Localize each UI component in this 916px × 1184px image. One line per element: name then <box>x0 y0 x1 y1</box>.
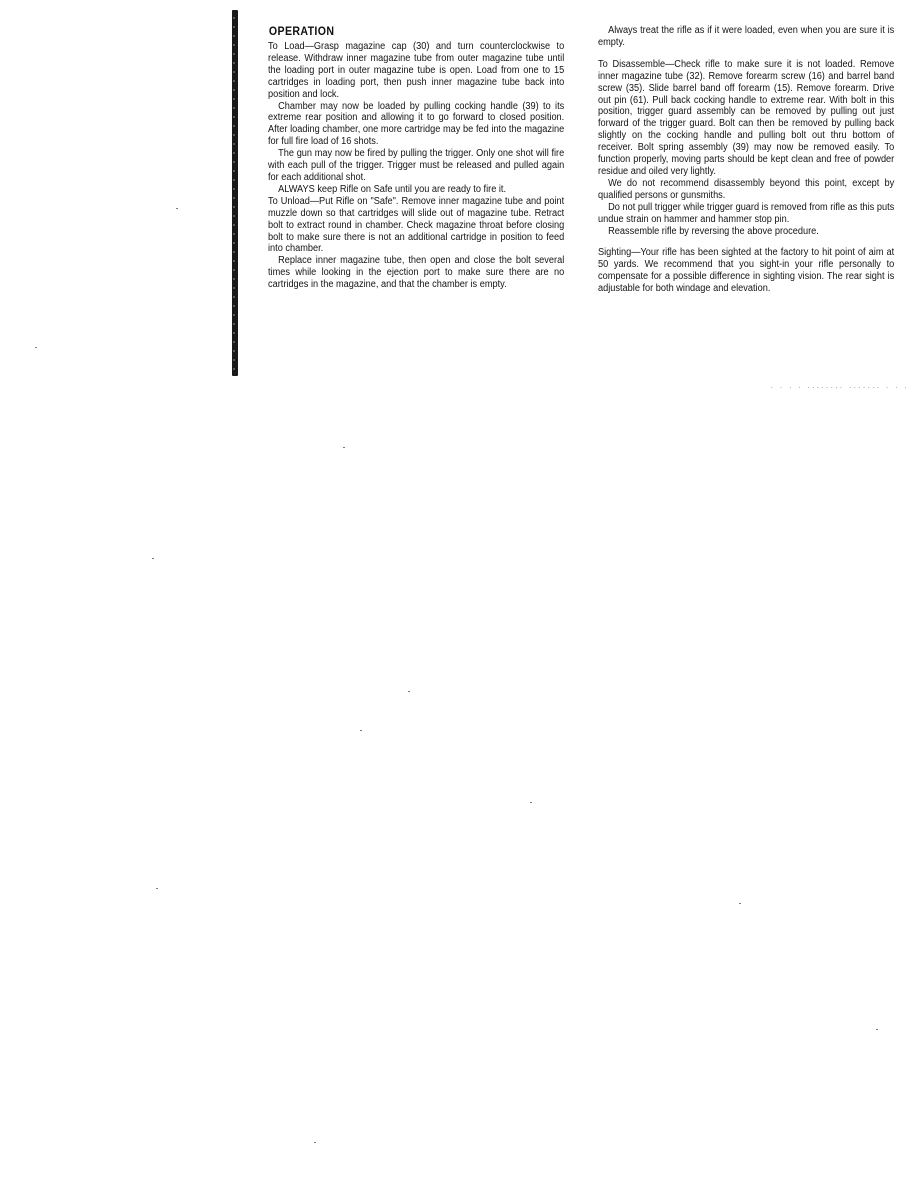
scan-dots: . . . . ........ ....... . . . <box>770 383 909 390</box>
scan-speck <box>739 903 741 904</box>
sighting-paragraph: Sighting—Your rifle has been sighted at the factory to hit point of aim at 50 yards. We recommend that you sight-in your rifle personally to compensate for a possible difference in sighting vision. The rear sight is adjustable for both windage and elevation. <box>598 247 895 295</box>
scan-speck <box>530 802 532 803</box>
binding-edge <box>232 10 238 376</box>
scan-speck <box>314 1142 316 1143</box>
operation-column <box>268 25 565 291</box>
reassemble-paragraph: Reassemble rifle by reversing the above procedure. <box>608 225 819 237</box>
scan-speck <box>360 730 362 731</box>
treat-warning: Always treat the rifle as if it were loaded, even when you are sure it is empty. <box>598 25 895 48</box>
maintenance-column-inner <box>598 25 894 295</box>
scan-speck <box>152 558 154 559</box>
scan-speck <box>343 447 345 448</box>
trigger-warning: Do not pull trigger while trigger guard is removed from rifle as this puts undue strain on hammer and hammer stop pin. <box>598 201 895 225</box>
safe-warning: ALWAYS keep Rifle on Safe until you are ready to fire it. <box>278 183 507 195</box>
operation-heading: OPERATION <box>268 26 335 38</box>
scan-speck <box>876 1029 878 1030</box>
recommend-paragraph: We do not recommend disassembly beyond this point, except by qualified persons or gunsmiths. <box>598 177 895 201</box>
replace-paragraph: Replace inner magazine tube, then open and close the bolt several times while looking in the ejection port to make sure there are no cartridges in the magazine, and that the chamber is empty. <box>268 255 565 291</box>
scan-speck <box>408 691 410 692</box>
disassemble-paragraph: To Disassemble—Check rifle to make sure it is not loaded. Remove inner magazine tube (32). Remove forearm screw (16) and barrel band screw (35). Slide barrel band off forearm (15). Remove forearm. Drive out pin (61). Pull back cocking handle to extreme rear. With bolt in this position, trigger guard assembly can be removed by pulling out just forward of the trigger guard. Bolt can then be removed by pulling back slightly on the cocking handle and pulling bolt out thru bottom of receiver. Bolt spring assembly (39) may now be removed easily. To function properly, moving parts should be kept clean and free of powder residue and oiled very lightly. <box>598 58 895 177</box>
unload-paragraph: To Unload—Put Rifle on "Safe". Remove inner magazine tube and point muzzle down so that cartridges will slide out of magazine tube. Retract bolt to extract round in chamber. Check magazine throat before closing bolt to make sure there is not an additional cartridge in position to feed into chamber. <box>268 195 565 255</box>
scan-speck <box>35 347 37 348</box>
maintenance-column <box>598 25 895 295</box>
fire-paragraph: The gun may now be fired by pulling the trigger. Only one shot will fire with each pull of the trigger. Trigger must be released and pulled again for each additional shot. <box>268 148 565 183</box>
chamber-paragraph: Chamber may now be loaded by pulling cocking handle (39) to its extreme rear position and allowing it to go forward to closed position. After loading chamber, one more cartridge may be fed into the magazine for full fire load of 16 shots. <box>268 100 565 148</box>
scan-speck <box>176 208 178 209</box>
operation-column-inner <box>268 25 564 291</box>
scan-speck <box>156 888 158 889</box>
load-paragraph: To Load—Grasp magazine cap (30) and turn counterclockwise to release. Withdraw inner magazine tube from outer magazine tube until the loading port in outer magazine tube is open. Load from one to 15 cartridges in loading port, then push inner magazine tube back into position and lock. <box>268 41 565 100</box>
